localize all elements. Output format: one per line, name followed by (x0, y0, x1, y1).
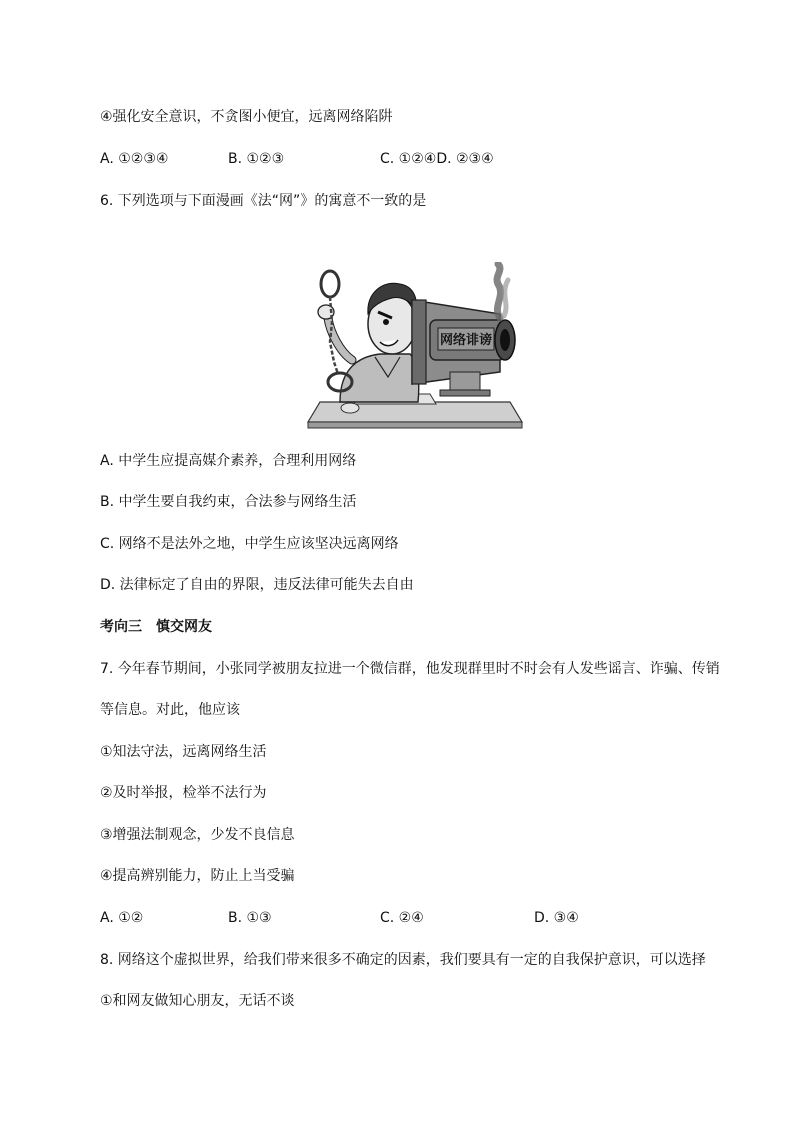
section-heading: 考向三 慎交网友 (100, 619, 212, 635)
q7-item-2: ②及时举报，检举不法行为 (100, 785, 267, 801)
q6-option-a: A. 中学生应提高媒介素养，合理利用网络 (100, 453, 357, 469)
q5-option-c-d: C. ①②④D. ②③④ (380, 151, 494, 167)
q6-stem: 6. 下列选项与下面漫画《法“网”》的寓意不一致的是 (100, 193, 427, 209)
q8-item-1: ①和网友做知心朋友，无话不谈 (100, 993, 295, 1009)
q7-item-3: ③增强法制观念，少发不良信息 (100, 827, 295, 843)
q5-option-b: B. ①②③ (228, 151, 285, 167)
q7-option-a: A. ①② (100, 910, 144, 926)
q7-option-d: D. ③④ (534, 910, 579, 926)
q6-option-d: D. 法律标定了自由的界限，违反法律可能失去自由 (100, 577, 414, 593)
law-net-cartoon (300, 262, 530, 430)
q6-option-c: C. 网络不是法外之地，中学生应该坚决远离网络 (100, 536, 399, 552)
cartoon-label: 网络诽谤 (439, 333, 493, 348)
q5-item-4: ④强化安全意识，不贪图小便宜，远离网络陷阱 (100, 109, 393, 125)
q7-option-c: C. ②④ (380, 910, 424, 926)
q6-option-b: B. 中学生要自我约束，合法参与网络生活 (100, 494, 357, 510)
q7-stem-line-2: 等信息。对此，他应该 (100, 702, 240, 718)
q7-item-1: ①知法守法，远离网络生活 (100, 744, 267, 760)
q7-option-b: B. ①③ (228, 910, 272, 926)
cartoon-illustration (300, 262, 530, 430)
q8-stem: 8. 网络这个虚拟世界，给我们带来很多不确定的因素，我们要具有一定的自我保护意识，可以选择 (100, 952, 706, 968)
q7-item-4: ④提高辨别能力，防止上当受骗 (100, 868, 295, 884)
q5-option-a: A. ①②③④ (100, 151, 169, 167)
q7-stem-line-1: 7. 今年春节期间，小张同学被朋友拉进一个微信群，他发现群里时不时会有人发些谣言、诈骗、传销 (100, 661, 720, 677)
